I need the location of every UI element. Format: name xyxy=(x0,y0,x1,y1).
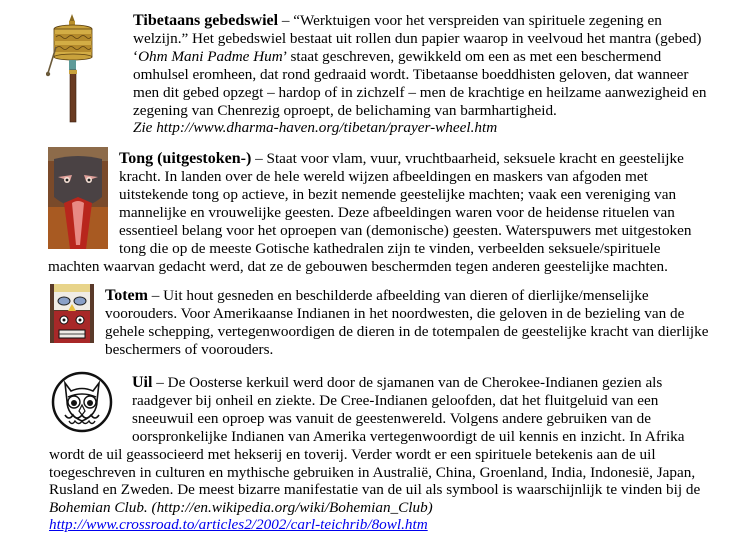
entry-text-line: omhulsel eromheen, dat rond gedraaid wordt. Tibetaanse boeddhisten geloven, dat wanneer xyxy=(133,66,689,83)
entry-text-line: ‘Ohm Mani Padme Hum’ staat geschreven, gewikkeld om een as met een beschermend xyxy=(133,48,662,65)
entry-tibetaans-line-1: Tibetaans gebedswiel – “Werktuigen voor het verspreiden van spirituele zegening en xyxy=(133,12,662,29)
bohemian-club-reference: Bohemian Club. (http://en.wikipedia.org/wiki/Bohemian_Club) xyxy=(49,499,433,516)
entry-text-line: uitstekende tong op actieve, in bezit nemende geestelijke machten; vaak een vereniging van xyxy=(119,186,677,203)
entry-text-line: toegeschreven in culturen en mythische gebruiken in Australië, China, Groenland, India, Indonesië, Japan, xyxy=(49,464,696,481)
entry-text-line: welzijn.” Het gebedswiel bestaat uit rollen dun papier waarop in veelvoud het mantra (gebed) xyxy=(133,30,702,47)
entry-term: Totem xyxy=(105,287,148,304)
entry-tong-line-1: Tong (uitgestoken-) – Staat voor vlam, vuur, vruchtbaarheid, seksuele kracht en geestelijke xyxy=(119,150,684,167)
entry-text-line: wordt de uil geassocieerd met hekserij en toverij. Verder wordt er een spirituele betekenis aan de uil xyxy=(49,446,656,463)
totem-pole-image xyxy=(50,284,94,343)
entry-uil-line-1: Uil – De Oosterse kerkuil werd door de sjamanen van de Cherokee-Indianen gezien als xyxy=(132,374,663,391)
entry-text-line: Rusland en Zweden. De meest bizarre manifestatie van de uil als symbool is waarschijnlijk te vinden bij de xyxy=(49,481,701,498)
entry-text-line: voorouders. Voor Amerikaanse Indianen in het noordwesten, die geloven in de bezieling van de xyxy=(105,305,685,322)
tongue-mask-image xyxy=(48,147,108,249)
see-reference[interactable]: Zie http://www.dharma-haven.org/tibetan/prayer-wheel.htm xyxy=(133,119,498,136)
entry-term: Uil xyxy=(132,374,153,391)
entry-text-line: sneeuwuil een oproep was vanuit de geestenwereld. Volgens andere gebruiken van de xyxy=(132,410,652,427)
entry-text-line: mannelijke en vrouwelijke geesten. Deze afbeeldingen waren voor de heidense rituelen van xyxy=(119,204,675,221)
entry-text-line: oorspronkelijke Indianen van Amerika vertegenwoordigt de uil kennis en inzicht. In Afrika xyxy=(132,428,685,445)
entry-text-line: essentieel belang voor het oproepen van (demonische) geesten. Waterspuwers met uitgestoken xyxy=(119,222,692,239)
entry-text-line: machten waarvan gedacht werd, dat ze de gebouwen beschermden tegen anderen geestelijke machten. xyxy=(48,258,668,275)
entry-totem-line-1: Totem – Uit hout gesneden en beschilderde afbeelding van dieren of dierlijke/menselijke xyxy=(105,287,649,304)
entry-term: Tong (uitgestoken-) xyxy=(119,150,252,167)
prayer-wheel-image xyxy=(46,12,96,124)
entry-text-line: kracht. In landen over de hele wereld wijzen afbeeldingen en maskers van afgoden met xyxy=(119,168,648,185)
mantra-text: Ohm Mani Padme Hum xyxy=(138,48,283,65)
entry-text-line: tong die op de meeste Gotische kathedralen zijn te vinden, verbeelden seksuele/spirituele xyxy=(119,240,661,257)
entry-text-line: raadgever bij onheil en ziekte. De Cree-Indianen geloofden, dat het fluitgeluid van een xyxy=(132,392,659,409)
entry-text-line: men dit gebed opzegt – hardop of in zichzelf – men de krachtige en heilzame aanwezigheid en xyxy=(133,84,707,101)
entry-text-line: zegening van Chenrezig oproept, de belichaming van barmhartigheid. xyxy=(133,102,557,119)
owl-emblem-image xyxy=(51,371,113,433)
entry-text-line: beschermers of voorouders. xyxy=(105,341,274,358)
entry-term: Tibetaans gebedswiel xyxy=(133,12,279,29)
crossroad-link[interactable]: http://www.crossroad.to/articles2/2002/carl-teichrib/8owl.htm xyxy=(49,516,428,533)
entry-text-line: gehele schepping, vertegenwoordigen de dieren in de totempalen de geestelijke kracht van dierlijke xyxy=(105,323,709,340)
